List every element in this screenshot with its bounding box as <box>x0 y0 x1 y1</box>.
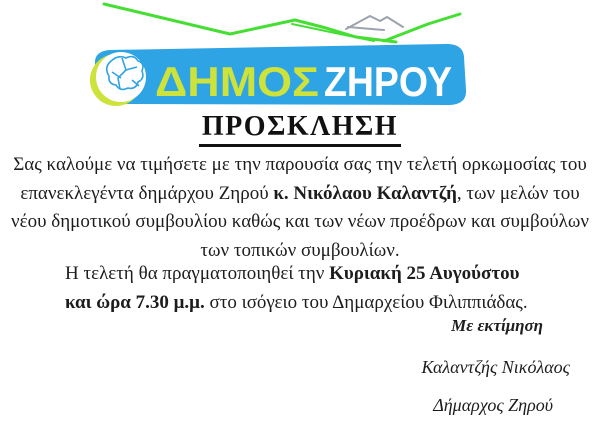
ceremony-details-paragraph <box>65 259 528 317</box>
mayor-name-bold: κ. Νικόλαου Καλαντζή <box>273 182 457 204</box>
paragraph2-line1-regular: Η τελετή θα πραγματοποιηθεί την <box>65 263 330 284</box>
invitation-paragraph <box>0 151 600 265</box>
paragraph2-line2 <box>65 288 528 317</box>
paragraph1-line1: Σας καλούμε να τιμήσετε με την παρουσία σας την τελετή ορκωμοσίας του <box>13 154 587 175</box>
paragraph1-line4: των τοπικών συμβουλίων. <box>200 239 400 261</box>
logo-text-zirou: ΖΗΡΟΥ <box>324 58 452 105</box>
signature-title: Δήμαρχος Ζηρού <box>433 395 553 415</box>
municipality-logo-graphic <box>88 0 472 116</box>
ceremony-date-bold: Κυριακή 25 Αυγούστου <box>329 263 520 284</box>
paragraph2-line2-regular: στο ισόγειο του Δημαρχείου Φιλιππιάδας. <box>204 292 528 313</box>
paragraph1-line2-regular: επανεκλεγέντα δημάρχου Ζηρού <box>20 182 274 204</box>
document-title <box>0 111 600 147</box>
signature-name: Καλαντζής Νικόλαος <box>421 357 570 377</box>
municipality-logo <box>88 0 472 116</box>
paragraph1-line2 <box>0 180 600 209</box>
logo-text-dimos: ΔΗΜΟΣ <box>155 58 319 105</box>
paragraph1-line2-tail: , των μελών του <box>456 182 580 204</box>
title-text: ΠΡΟΣΚΛΗΣΗ <box>199 111 401 147</box>
paragraph1-line3: νέου δημοτικού συμβουλίου καθώς και των νέων προέδρων και συμβούλων <box>11 211 589 232</box>
paragraph2-line1 <box>65 259 528 288</box>
mountain-ridge-icon <box>104 4 460 42</box>
ceremony-time-bold: και ώρα 7.30 μ.μ. <box>65 292 205 313</box>
closing-regards: Με εκτίμηση <box>451 316 543 335</box>
